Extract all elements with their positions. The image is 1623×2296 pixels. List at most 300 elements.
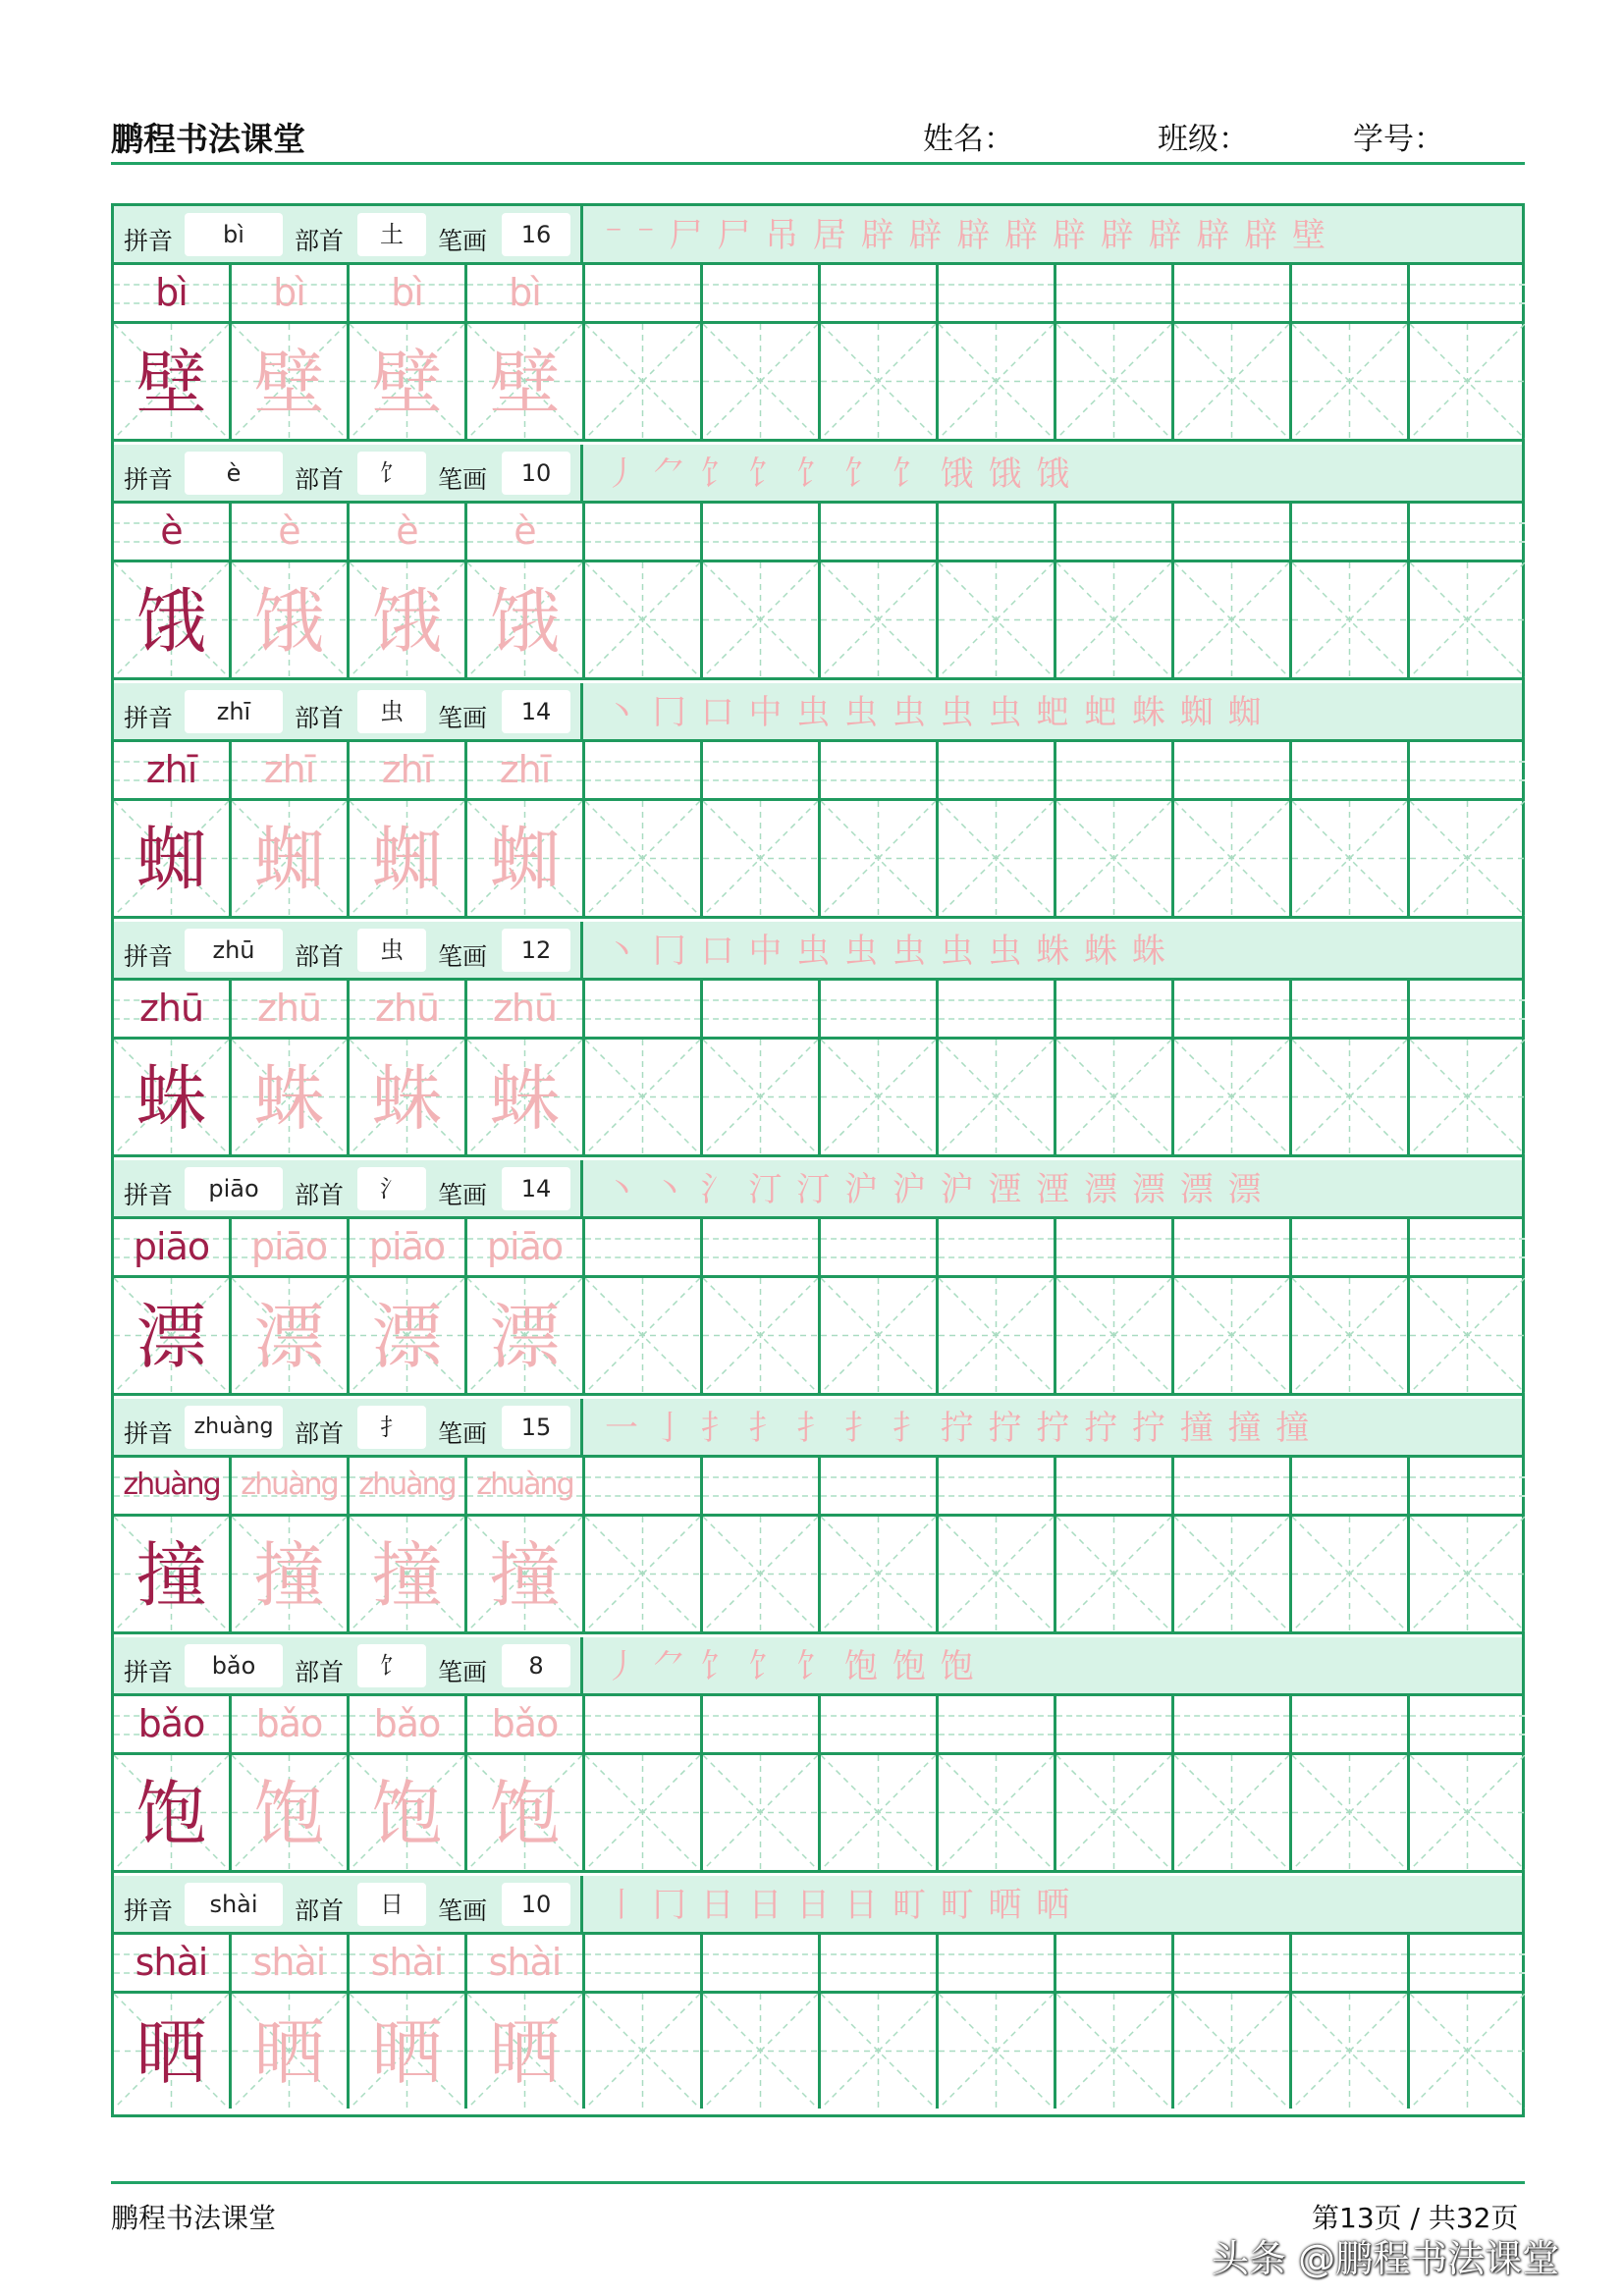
pinyin-value-box: zhuàng [185,1406,283,1449]
pinyin-trace: è [514,509,536,553]
character-info-fields [114,683,583,742]
pinyin-trace-cell [232,1696,350,1752]
character-trace-cell [114,1040,232,1154]
character-trace: 撞 [371,1534,443,1617]
pinyin-model: zhū [138,987,204,1030]
pinyin-trace-cell [114,1219,232,1275]
pinyin-trace: zhuàng [476,1468,573,1502]
character-trace: 蜘 [253,819,325,901]
character-practice-cell[interactable] [1410,1278,1525,1393]
stroke-order-sequence: 一 亅 扌 扌 扌 扌 扌 拧 拧 拧 拧 拧 撞 撞 撞 [605,1409,1312,1448]
radical-value-box: 扌 [357,1406,426,1449]
pinyin-practice-cell[interactable] [1056,981,1174,1037]
pinyin-trace: shài [252,1941,326,1984]
pinyin-trace-cell [232,981,350,1037]
pinyin-trace-cell [350,742,467,798]
mi-grid-guides [1056,1755,1171,1870]
pinyin-trace: bǎo [255,1702,323,1745]
pinyin-trace: bì [273,271,305,314]
pinyin-practice-cell[interactable] [703,265,821,321]
pinyin-practice-cell[interactable] [1410,1696,1525,1752]
character-practice-cell[interactable] [585,801,703,916]
pinyin-value-box: bǎo [185,1644,283,1687]
pinyin-practice-cell[interactable] [585,265,703,321]
pinyin-practice-cell[interactable] [585,1696,703,1752]
radical-label: 部首 [295,704,345,732]
pinyin-practice-cell[interactable] [585,981,703,1037]
character-practice-cell[interactable] [1410,1994,1525,2109]
pinyin-trace: zhū [256,987,322,1030]
character-trace-cell [232,324,350,439]
pinyin-practice-cell[interactable] [821,981,939,1037]
character-info-row [114,1876,1522,1935]
pinyin-practice-cell[interactable] [703,504,821,560]
character-model: 蜘 [135,819,207,901]
pinyin-trace-cell [350,1219,467,1275]
character-trace: 晒 [489,2011,561,2094]
mi-grid-guides [1056,1517,1171,1631]
pinyin-trace-cell [350,265,467,321]
mi-grid-guides [1410,1278,1525,1393]
character-model: 饱 [135,1773,207,1855]
pinyin-value-box: shài [185,1883,283,1926]
pinyin-writing-row [114,1458,1522,1517]
pinyin-writing-row [114,742,1522,801]
character-practice-cell[interactable] [1410,562,1525,677]
pinyin-practice-cell[interactable] [1174,742,1292,798]
radical-label: 部首 [295,1181,345,1209]
stroke-order-sequence: ⁻ ⁻ ⼫ 尸 吊 居 辟 辟 辟 辟 辟 辟 辟 辟 辟 壁 [605,216,1328,255]
mi-grid-guides [1174,562,1289,677]
pinyin-practice-cell[interactable] [821,1458,939,1514]
character-trace: 撞 [253,1534,325,1617]
character-trace-cell [467,1755,585,1870]
pinyin-trace: bì [509,271,541,314]
pinyin-practice-cell[interactable] [1056,1458,1174,1514]
pinyin-practice-cell[interactable] [1174,265,1292,321]
character-practice-cell[interactable] [1410,801,1525,916]
character-practice-cell[interactable] [703,1994,821,2109]
character-practice-cell[interactable] [1056,1755,1174,1870]
character-practice-cell[interactable] [939,562,1056,677]
pinyin-practice-cell[interactable] [585,1219,703,1275]
stroke-count-label: 笔画 [438,1896,488,1925]
character-practice-cell[interactable] [939,1755,1056,1870]
pinyin-trace-cell [232,504,350,560]
mi-grid-guides [939,1517,1054,1631]
character-trace-cell [350,562,467,677]
pinyin-practice-cell[interactable] [585,504,703,560]
character-practice-cell[interactable] [703,562,821,677]
pinyin-practice-cell[interactable] [1174,1458,1292,1514]
pinyin-practice-cell[interactable] [821,265,939,321]
mi-grid-guides [939,1040,1054,1154]
character-block [114,1637,1522,1876]
character-practice-cell[interactable] [1410,1517,1525,1631]
pinyin-practice-cell[interactable] [821,504,939,560]
pinyin-practice-cell[interactable] [703,1458,821,1514]
character-practice-cell[interactable] [703,324,821,439]
character-trace: 蛛 [489,1057,561,1140]
mi-grid-guides [703,801,818,916]
character-practice-cell[interactable] [1292,1755,1410,1870]
character-practice-cell[interactable] [703,1755,821,1870]
pinyin-practice-cell[interactable] [585,742,703,798]
pinyin-practice-cell[interactable] [703,1696,821,1752]
pinyin-practice-cell[interactable] [821,742,939,798]
character-trace-cell [232,562,350,677]
character-practice-cell[interactable] [585,1755,703,1870]
pinyin-trace: piāo [250,1225,328,1268]
pinyin-practice-cell[interactable] [821,1696,939,1752]
mi-grid-guides [1292,1278,1407,1393]
mi-grid-guides [585,1517,700,1631]
character-trace: 饿 [371,580,443,663]
stroke-count-value-box: 16 [502,213,570,256]
pinyin-practice-cell[interactable] [1056,742,1174,798]
stroke-count-value-box: 14 [502,1167,570,1210]
character-trace-cell [114,1994,232,2109]
character-practice-cell[interactable] [939,324,1056,439]
pinyin-label: 拼音 [124,1181,174,1209]
character-trace-cell [232,1755,350,1870]
pinyin-label: 拼音 [124,1658,174,1686]
pinyin-practice-cell[interactable] [1056,1935,1174,1991]
character-practice-cell[interactable] [939,1517,1056,1631]
character-practice-cell[interactable] [1174,562,1292,677]
character-block [114,1876,1522,2114]
character-practice-cell[interactable] [1292,1517,1410,1631]
mi-grid-guides [1410,562,1525,677]
character-practice-cell[interactable] [1174,1994,1292,2109]
character-trace-cell [350,1755,467,1870]
character-practice-cell[interactable] [1056,1040,1174,1154]
character-practice-cell[interactable] [1056,324,1174,439]
character-info-fields [114,206,583,265]
pinyin-practice-cell[interactable] [939,1458,1056,1514]
pinyin-trace: zhū [374,987,440,1030]
pinyin-practice-cell[interactable] [703,1219,821,1275]
character-trace: 壁 [489,342,561,424]
pinyin-trace: bì [391,271,423,314]
pinyin-writing-row [114,1935,1522,1994]
pinyin-trace-cell [467,1219,585,1275]
pinyin-trace: bǎo [373,1702,441,1745]
pinyin-practice-cell[interactable] [1410,1935,1525,1991]
character-practice-cell[interactable] [1292,1994,1410,2109]
pinyin-trace: piāo [486,1225,564,1268]
character-trace: 晒 [371,2011,443,2094]
character-trace-cell [232,1517,350,1631]
pinyin-model: bì [155,271,188,314]
stroke-count-value-box: 14 [502,690,570,733]
mi-grid-guides [1174,1994,1289,2109]
pinyin-trace-cell [232,265,350,321]
pinyin-practice-cell[interactable] [1410,1458,1525,1514]
pinyin-practice-cell[interactable] [1410,265,1525,321]
character-practice-cell[interactable] [703,1278,821,1393]
character-model: 饿 [135,580,207,663]
character-trace-cell [350,1517,467,1631]
radical-value-box: 氵 [357,1167,426,1210]
character-trace-cell [232,1278,350,1393]
pinyin-trace-cell [350,1935,467,1991]
pinyin-practice-cell[interactable] [1410,742,1525,798]
pinyin-practice-cell[interactable] [821,1935,939,1991]
character-writing-row [114,1517,1522,1634]
pinyin-practice-cell[interactable] [1174,504,1292,560]
character-practice-cell[interactable] [703,801,821,916]
character-trace-cell [114,1517,232,1631]
mi-grid-guides [1410,324,1525,439]
pinyin-practice-cell[interactable] [703,981,821,1037]
character-practice-cell[interactable] [1410,1755,1525,1870]
character-practice-cell[interactable] [1292,562,1410,677]
stroke-count-label: 笔画 [438,465,488,494]
character-model: 蛛 [135,1057,207,1140]
character-writing-row [114,1040,1522,1157]
stroke-count-value-box: 8 [502,1644,570,1687]
character-practice-cell[interactable] [703,1040,821,1154]
character-model: 漂 [135,1296,207,1378]
character-block [114,206,1522,445]
character-block [114,922,1522,1160]
mi-grid-guides [1410,801,1525,916]
character-practice-cell[interactable] [939,1994,1056,2109]
mi-grid-guides [703,1994,818,2109]
character-practice-cell[interactable] [585,562,703,677]
pinyin-practice-cell[interactable] [585,1458,703,1514]
pinyin-label: 拼音 [124,1896,174,1925]
mi-grid-guides [821,324,936,439]
character-practice-cell[interactable] [1292,1278,1410,1393]
pinyin-practice-cell[interactable] [1174,1219,1292,1275]
character-practice-cell[interactable] [1292,1040,1410,1154]
pinyin-practice-cell[interactable] [1292,1935,1410,1991]
character-practice-cell[interactable] [821,1755,939,1870]
character-writing-row [114,1755,1522,1873]
stroke-count-value-box: 10 [502,452,570,495]
pinyin-trace-cell [467,1935,585,1991]
character-practice-cell[interactable] [1292,801,1410,916]
character-info-row [114,206,1522,265]
character-practice-cell[interactable] [821,801,939,916]
pinyin-label: 拼音 [124,942,174,971]
character-practice-cell[interactable] [939,801,1056,916]
character-trace-cell [232,1040,350,1154]
character-trace: 壁 [371,342,443,424]
stroke-count-label: 笔画 [438,704,488,732]
character-practice-cell[interactable] [1056,1517,1174,1631]
stroke-count-value-box: 10 [502,1883,570,1926]
mi-grid-guides [585,1755,700,1870]
mi-grid-guides [1410,1994,1525,2109]
pinyin-trace: zhū [492,987,558,1030]
pinyin-trace-cell [467,504,585,560]
pinyin-practice-cell[interactable] [1056,1696,1174,1752]
radical-value-box: 日 [357,1883,426,1926]
stroke-order-sequence: 丿 ⺈ 饣 饣 饣 饣 饣 饿 饿 饿 [605,454,1072,494]
character-practice-cell[interactable] [1174,1040,1292,1154]
pinyin-practice-cell[interactable] [939,265,1056,321]
mi-grid-guides [1174,801,1289,916]
page-header [111,108,1525,165]
character-practice-cell[interactable] [821,324,939,439]
character-trace: 蛛 [371,1057,443,1140]
mi-grid-guides [585,562,700,677]
radical-value-box: 土 [357,213,426,256]
character-info-fields [114,445,583,504]
pinyin-practice-cell[interactable] [1056,1219,1174,1275]
character-practice-cell[interactable] [703,1517,821,1631]
character-practice-cell[interactable] [939,1040,1056,1154]
character-practice-cell[interactable] [821,562,939,677]
mi-grid-guides [1056,1278,1171,1393]
character-trace-cell [467,562,585,677]
character-practice-cell[interactable] [1410,324,1525,439]
pinyin-trace: shài [370,1941,444,1984]
character-practice-cell[interactable] [585,1278,703,1393]
character-practice-cell[interactable] [1174,801,1292,916]
character-practice-cell[interactable] [1174,1517,1292,1631]
character-trace-cell [467,1517,585,1631]
mi-grid-guides [703,1278,818,1393]
stroke-order-sequence: 丶 ⼌ 口 中 虫 虫 虫 虫 虫 蛛 蛛 蛛 [605,932,1167,971]
class-field-label: 班级： [1158,122,1249,157]
pinyin-practice-cell[interactable] [939,742,1056,798]
character-practice-cell[interactable] [939,1278,1056,1393]
character-writing-row [114,1278,1522,1396]
character-practice-cell[interactable] [1174,324,1292,439]
character-trace: 撞 [489,1534,561,1617]
pinyin-trace-cell [114,1696,232,1752]
character-trace-cell [350,324,467,439]
character-practice-cell[interactable] [585,1040,703,1154]
radical-label: 部首 [295,942,345,971]
pinyin-value-box: zhī [185,690,283,733]
pinyin-trace: è [278,509,300,553]
pinyin-trace-cell [114,742,232,798]
character-writing-row [114,324,1522,442]
character-practice-cell[interactable] [821,1517,939,1631]
pinyin-value-box: piāo [185,1167,283,1210]
character-practice-cell[interactable] [821,1278,939,1393]
character-model: 壁 [135,342,207,424]
pinyin-model: shài [135,1941,208,1984]
pinyin-practice-cell[interactable] [703,742,821,798]
character-practice-cell[interactable] [1410,1040,1525,1154]
mi-grid-guides [1174,1040,1289,1154]
character-practice-cell[interactable] [1292,324,1410,439]
pinyin-trace: è [396,509,418,553]
pinyin-practice-cell[interactable] [1410,981,1525,1037]
pinyin-practice-cell[interactable] [939,1219,1056,1275]
mi-grid-guides [1056,324,1171,439]
pinyin-practice-cell[interactable] [939,504,1056,560]
character-practice-cell[interactable] [585,1517,703,1631]
pinyin-practice-cell[interactable] [703,1935,821,1991]
character-info-fields [114,1637,583,1696]
pinyin-practice-cell[interactable] [1292,504,1410,560]
pinyin-practice-cell[interactable] [1174,981,1292,1037]
pinyin-trace-cell [114,265,232,321]
stroke-count-value-box: 15 [502,1406,570,1449]
pinyin-practice-cell[interactable] [939,981,1056,1037]
character-practice-cell[interactable] [1174,1278,1292,1393]
pinyin-practice-cell[interactable] [821,1219,939,1275]
practice-sheet [111,203,1525,2117]
pinyin-practice-cell[interactable] [1410,504,1525,560]
mi-grid-guides [821,1994,936,2109]
mi-grid-guides [939,1994,1054,2109]
mi-grid-guides [703,324,818,439]
pinyin-practice-cell[interactable] [1292,1219,1410,1275]
character-trace-cell [467,801,585,916]
pinyin-practice-cell[interactable] [939,1696,1056,1752]
character-trace: 蛛 [253,1057,325,1140]
mi-grid-guides [585,801,700,916]
pinyin-practice-cell[interactable] [1292,1696,1410,1752]
character-trace-cell [114,324,232,439]
mi-grid-guides [1056,801,1171,916]
character-practice-cell[interactable] [1056,1994,1174,2109]
mi-grid-guides [1174,1278,1289,1393]
character-practice-cell[interactable] [821,1040,939,1154]
page-number: 第13页 / 共32页 [1312,2202,1519,2234]
mi-grid-guides [585,324,700,439]
character-practice-cell[interactable] [1056,562,1174,677]
stroke-order-sequence: 丶 丶 氵 汀 汀 沪 沪 沪 湮 湮 漂 漂 漂 漂 [605,1170,1264,1209]
character-trace-cell [467,1278,585,1393]
character-info-fields [114,922,583,981]
character-practice-cell[interactable] [821,1994,939,2109]
pinyin-model: piāo [133,1225,210,1268]
mi-grid-guides [939,1755,1054,1870]
character-info-row [114,445,1522,504]
pinyin-trace-cell [232,1935,350,1991]
pinyin-practice-cell[interactable] [1292,742,1410,798]
mi-grid-guides [1410,1040,1525,1154]
pinyin-trace: bǎo [491,1702,559,1745]
brand-title: 鹏程书法课堂 [111,120,305,158]
character-trace-cell [114,1278,232,1393]
stroke-count-label: 笔画 [438,227,488,255]
pinyin-practice-cell[interactable] [1056,265,1174,321]
pinyin-practice-cell[interactable] [1292,265,1410,321]
pinyin-practice-cell[interactable] [1410,1219,1525,1275]
character-practice-cell[interactable] [1056,801,1174,916]
pinyin-writing-row [114,1219,1522,1278]
pinyin-value-box: è [185,452,283,495]
pinyin-practice-cell[interactable] [1174,1935,1292,1991]
pinyin-practice-cell[interactable] [1056,504,1174,560]
pinyin-practice-cell[interactable] [1174,1696,1292,1752]
pinyin-practice-cell[interactable] [1292,981,1410,1037]
pinyin-value-box: bì [185,213,283,256]
character-practice-cell[interactable] [585,324,703,439]
pinyin-model: zhuàng [123,1468,220,1502]
pinyin-practice-cell[interactable] [1292,1458,1410,1514]
mi-grid-guides [821,1040,936,1154]
character-practice-cell[interactable] [1174,1755,1292,1870]
pinyin-practice-cell[interactable] [585,1935,703,1991]
pinyin-practice-cell[interactable] [939,1935,1056,1991]
radical-value-box: 虫 [357,929,426,972]
stroke-count-label: 笔画 [438,1419,488,1448]
character-practice-cell[interactable] [585,1994,703,2109]
character-trace: 饱 [253,1773,325,1855]
character-practice-cell[interactable] [1056,1278,1174,1393]
